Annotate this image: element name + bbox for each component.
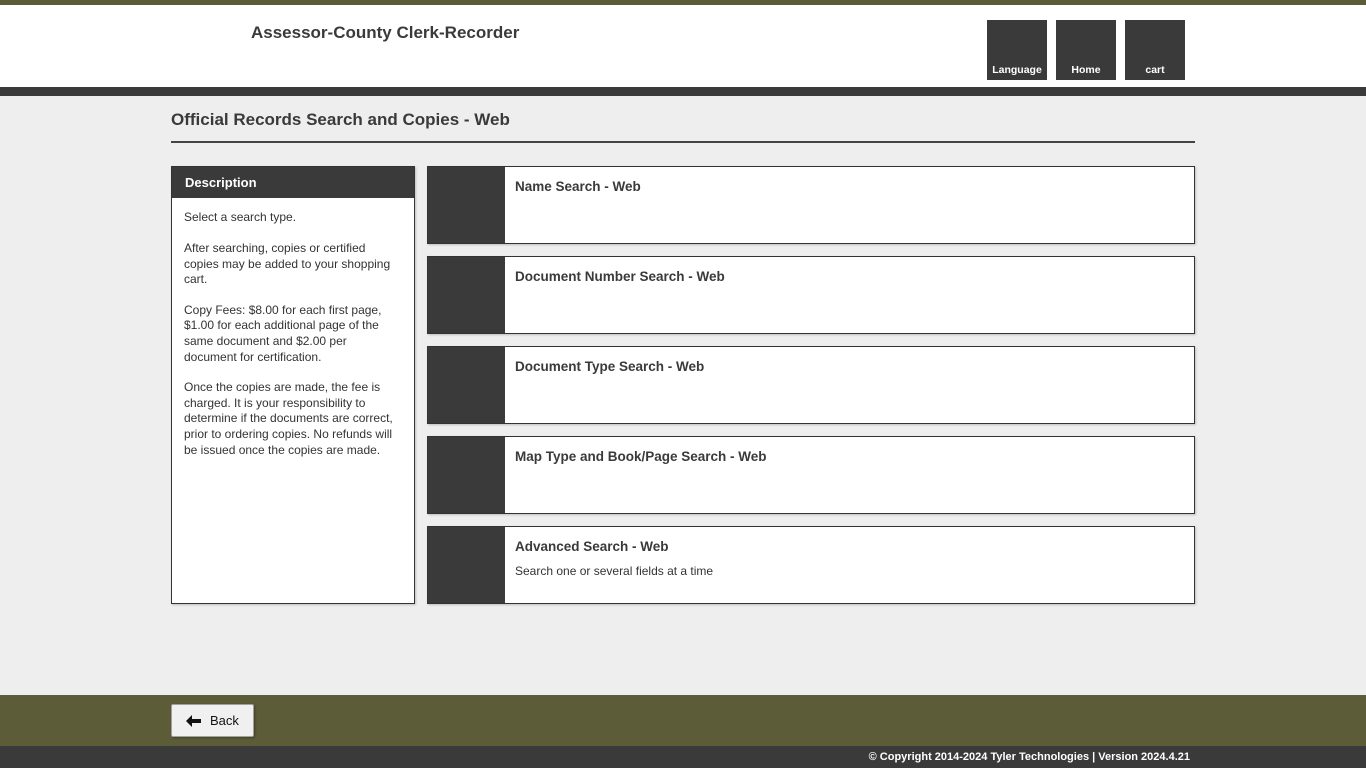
description-paragraph: After searching, copies or certified copies may be added to your shopping cart. <box>184 240 391 287</box>
main-content <box>0 96 1366 695</box>
copyright-text: © Copyright 2014-2024 Tyler Technologies | Version 2024.4.21 <box>868 751 1190 763</box>
search-option-title: Document Number Search - Web <box>515 269 725 285</box>
header-button-group <box>987 20 1185 80</box>
description-panel-header: Description <box>172 167 414 198</box>
language-button[interactable] <box>987 20 1047 80</box>
cart-button-label: cart <box>1145 64 1165 76</box>
site-title: Assessor-County Clerk-Recorder <box>251 23 520 42</box>
language-button-label: Language <box>992 64 1042 76</box>
bottom-action-bar <box>0 695 1366 746</box>
search-option-title: Advanced Search - Web <box>515 539 669 555</box>
back-button-label: Back <box>210 713 239 728</box>
search-option-document-number-search[interactable] <box>427 256 1195 334</box>
back-button[interactable] <box>171 704 254 737</box>
search-option-body <box>505 437 767 513</box>
search-option-title: Map Type and Book/Page Search - Web <box>515 449 767 465</box>
content-area <box>171 166 1195 604</box>
header-divider <box>0 87 1366 96</box>
search-option-map-type-book-page-search[interactable] <box>427 436 1195 514</box>
header <box>0 5 1366 87</box>
search-option-icon <box>428 437 505 513</box>
search-option-icon <box>428 347 505 423</box>
search-option-body <box>505 347 704 423</box>
description-paragraph: Copy Fees: $8.00 for each first page, $1.00 for each additional page of the same document and $2.00 per document for certification. <box>184 302 382 364</box>
search-option-subtitle: Search one or several fields at a time <box>515 564 714 579</box>
search-option-title: Document Type Search - Web <box>515 359 705 375</box>
search-option-body <box>505 527 713 603</box>
title-divider <box>171 141 1195 143</box>
search-option-advanced-search[interactable] <box>427 526 1195 604</box>
search-option-title: Name Search - Web <box>515 179 641 195</box>
footer <box>0 746 1366 768</box>
description-panel-body <box>172 198 414 485</box>
page-title: Official Records Search and Copies - Web <box>171 110 510 129</box>
search-option-icon <box>428 257 505 333</box>
search-option-name-search[interactable] <box>427 166 1195 244</box>
search-option-body <box>505 257 725 333</box>
search-option-list <box>427 166 1195 604</box>
description-panel <box>171 166 415 604</box>
back-arrow-icon <box>186 715 202 727</box>
description-paragraph: Select a search type. <box>184 210 297 225</box>
search-option-body <box>505 167 641 243</box>
search-option-icon <box>428 527 505 603</box>
search-option-icon <box>428 167 505 243</box>
cart-button[interactable] <box>1125 20 1185 80</box>
description-paragraph: Once the copies are made, the fee is charged. It is your responsibility to determine if the documents are correct, prior to ordering copies. No refunds will be issued once the copies are made. <box>184 380 393 457</box>
home-button-label: Home <box>1071 64 1101 76</box>
home-button[interactable] <box>1056 20 1116 80</box>
search-option-document-type-search[interactable] <box>427 346 1195 424</box>
